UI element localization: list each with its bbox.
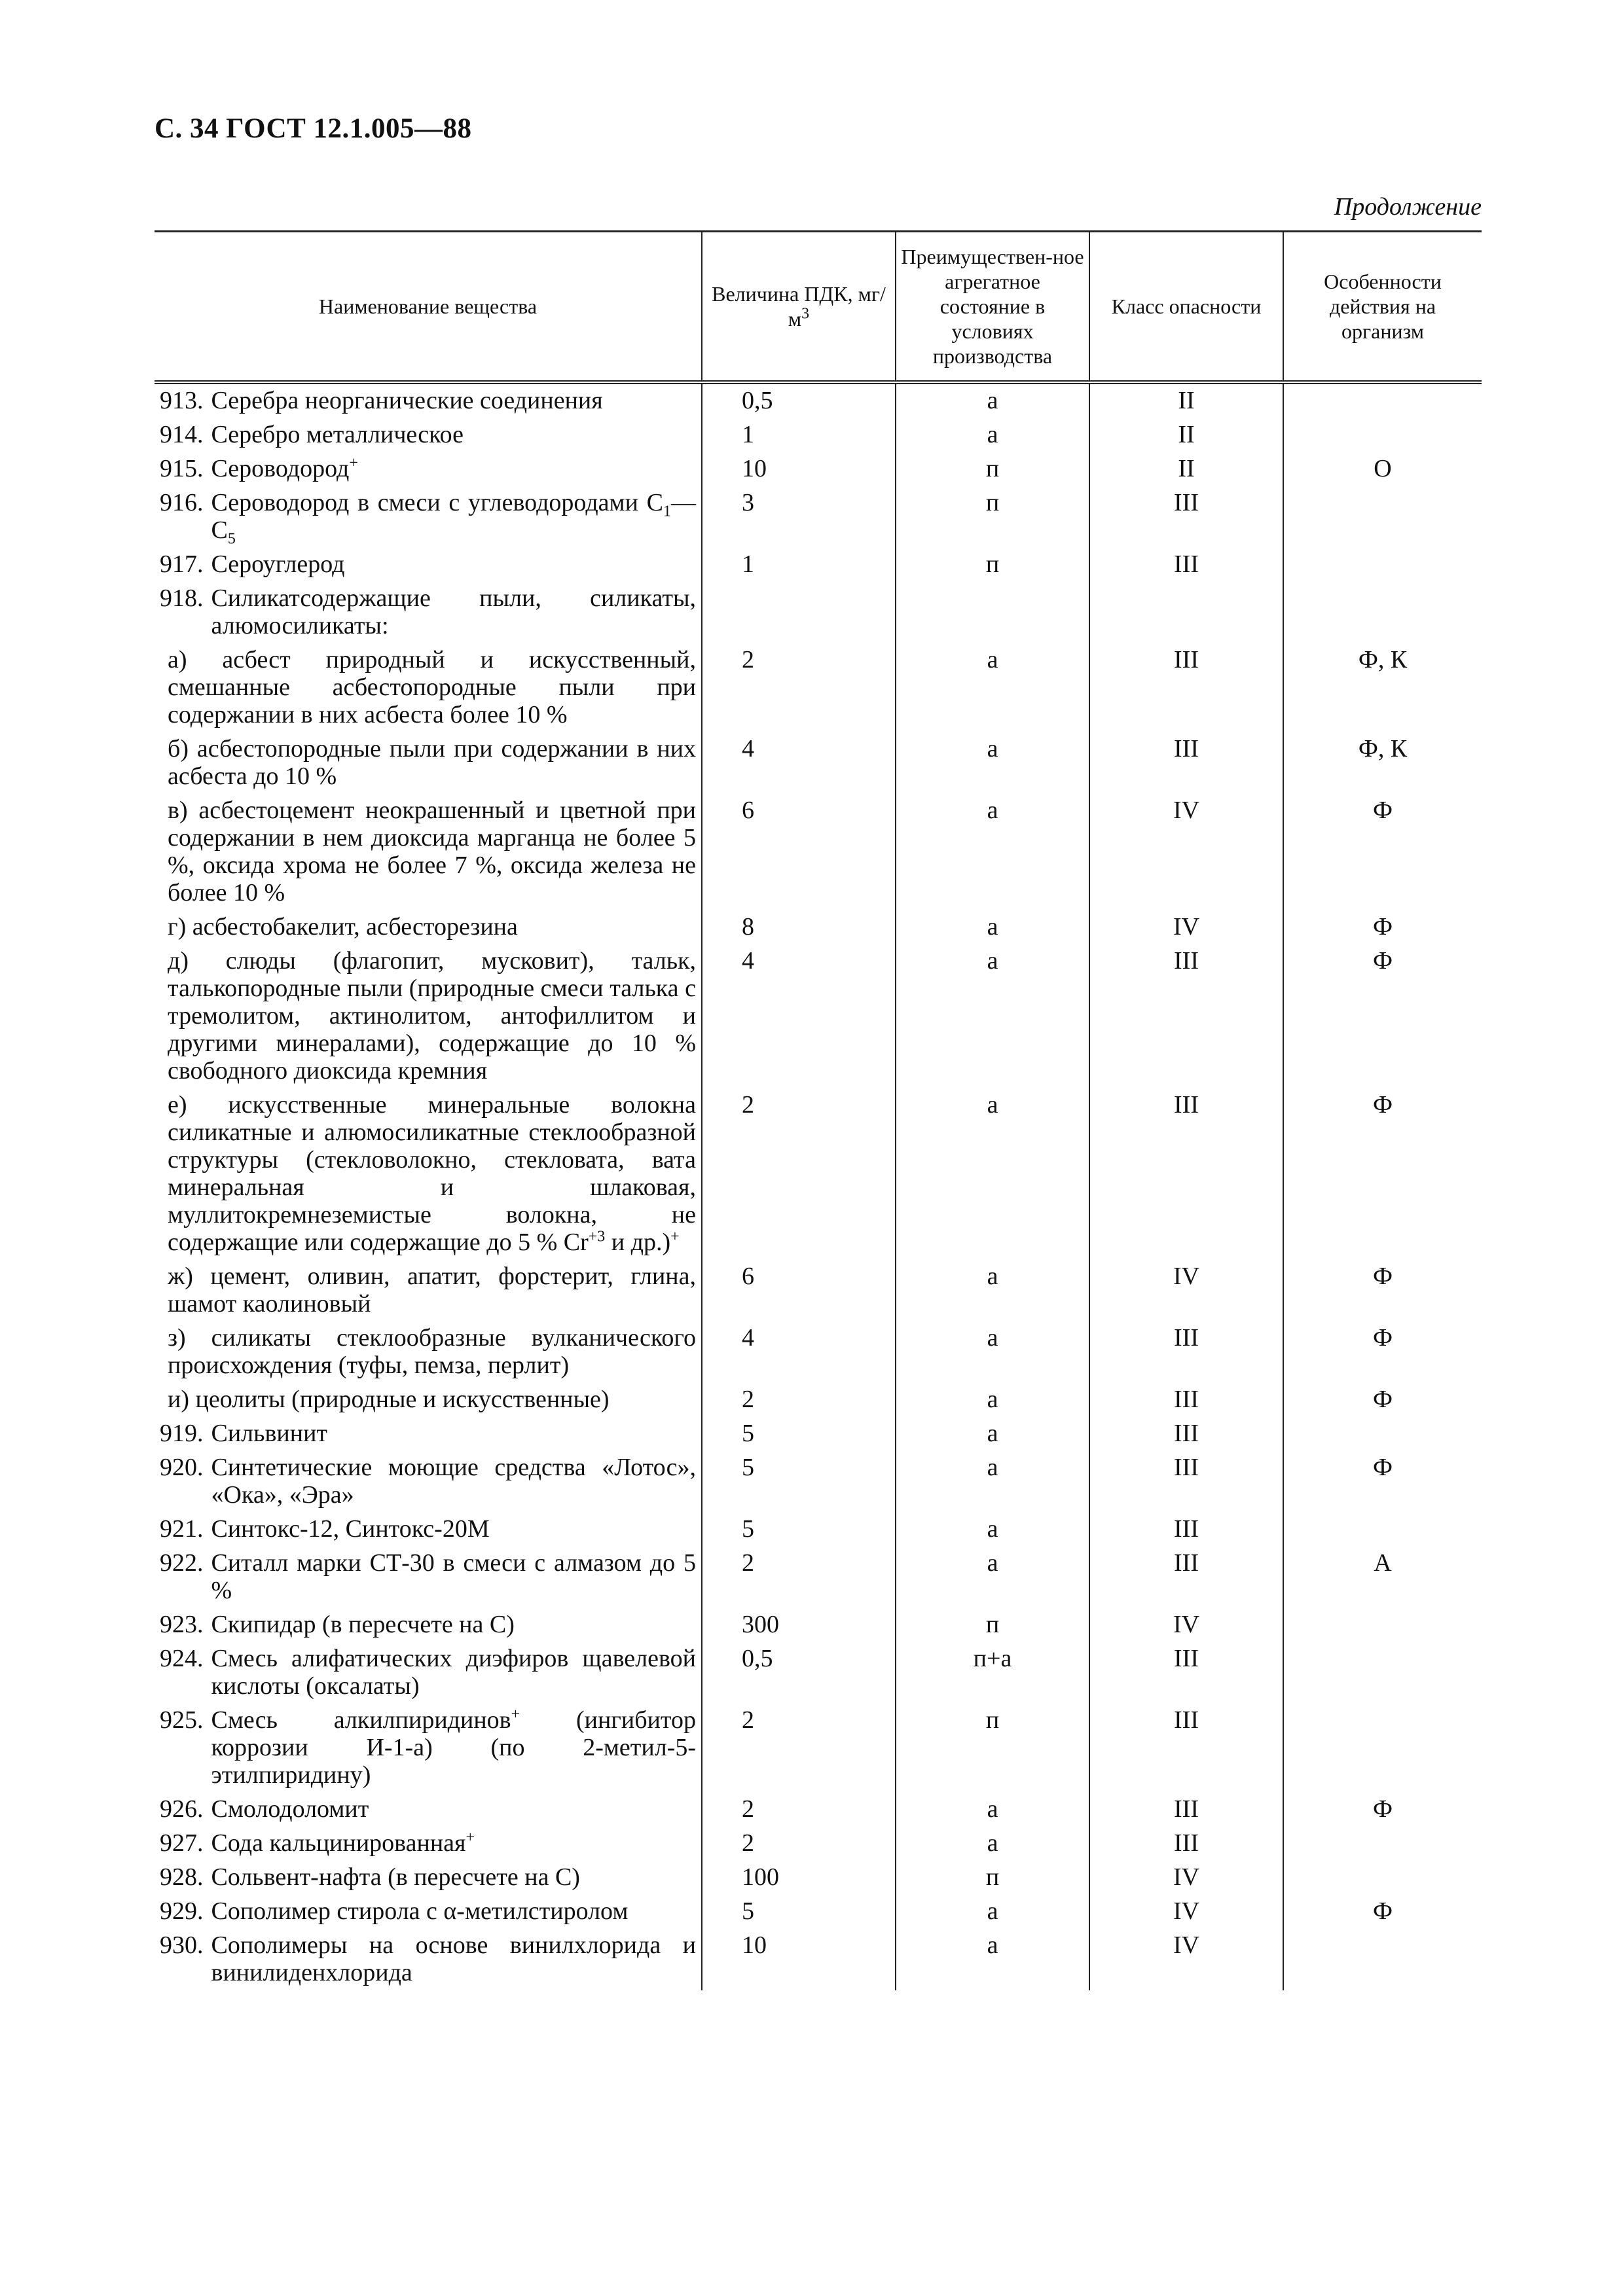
effects-cell: Ф [1283, 1383, 1482, 1417]
subitem-name-text [160, 1386, 696, 1413]
effects-cell [1283, 1513, 1482, 1547]
name-text: д) слюды (флагопит, мусковит), тальк, талькопородные пыли (природные смеси талька с тремолитом, актинолитом, антофиллитом и другими минералами), содержащие до 10 % свободного диоксида кремния [168, 947, 696, 1085]
table-row [155, 1260, 1482, 1321]
name-text: б) асбестопородные пыли при содержании в них асбеста до 10 % [168, 735, 696, 790]
name-text: Сильвинит [211, 1420, 328, 1447]
table-row [155, 1608, 1482, 1642]
pdk-value-cell: 8 [702, 910, 896, 944]
pdk-value-cell: 2 [702, 1827, 896, 1861]
subitem-name-text [160, 1324, 696, 1379]
entry-number: 928. [160, 1863, 204, 1891]
pdk-value-cell: 300 [702, 1608, 896, 1642]
name-text: Серебра неорганические соединения [211, 387, 603, 414]
hazard-class-cell: IV [1089, 1895, 1283, 1929]
substance-name-cell [155, 1861, 702, 1895]
effects-cell: Ф, К [1283, 732, 1482, 794]
pdk-value-cell: 2 [702, 1793, 896, 1827]
pdk-value-cell: 6 [702, 1260, 896, 1321]
name-text: Сополимер стирола с α-метилстиролом [211, 1897, 629, 1925]
name-text: Ситалл марки СТ-30 в смеси с алмазом до 5 % [211, 1549, 696, 1604]
entry-name-text [211, 387, 697, 414]
state-cell: п [896, 486, 1089, 548]
state-cell: а [896, 910, 1089, 944]
entry-number: 917. [160, 550, 204, 578]
name-text: Смесь алкилпиридинов [211, 1706, 511, 1734]
subitem-name-text [160, 947, 696, 1085]
effects-cell: Ф, К [1283, 643, 1482, 732]
numbered-entry [160, 1420, 696, 1447]
entry-number: 930. [160, 1931, 204, 1959]
entry-name-text [211, 584, 697, 639]
substance-name-cell [155, 486, 702, 548]
pdk-value-cell: 10 [702, 452, 896, 486]
state-cell: а [896, 643, 1089, 732]
hazard-class-cell: III [1089, 1704, 1283, 1793]
effects-cell [1283, 382, 1482, 418]
pdk-value-cell: 2 [702, 1088, 896, 1260]
table-header-row [155, 232, 1482, 383]
substance-name-cell [155, 1827, 702, 1861]
pdk-value-cell: 2 [702, 1547, 896, 1608]
state-cell: а [896, 1260, 1089, 1321]
substance-name-cell [155, 1929, 702, 1990]
hazard-class-cell: II [1089, 452, 1283, 486]
substance-name-cell [155, 1451, 702, 1513]
table-row [155, 1861, 1482, 1895]
subitem-name-text [160, 1263, 696, 1318]
hazard-class-cell: III [1089, 732, 1283, 794]
substance-name-cell [155, 944, 702, 1088]
effects-cell: О [1283, 452, 1482, 486]
entry-number: 927. [160, 1829, 204, 1857]
name-text: Сероводород [211, 455, 350, 482]
entry-number: 923. [160, 1611, 204, 1638]
table-row [155, 1451, 1482, 1513]
state-cell: а [896, 1088, 1089, 1260]
substance-name-cell [155, 1260, 702, 1321]
substance-name-cell [155, 582, 702, 643]
table-row [155, 382, 1482, 418]
state-cell: п [896, 1704, 1089, 1793]
effects-cell [1283, 1417, 1482, 1451]
numbered-entry [160, 1931, 696, 1986]
numbered-entry [160, 1795, 696, 1823]
superscript: +3 [588, 1228, 606, 1246]
state-cell: а [896, 1513, 1089, 1547]
name-text: Серебро металлическое [211, 421, 464, 448]
entry-name-text [211, 1420, 697, 1447]
effects-cell: Ф [1283, 794, 1482, 910]
effects-cell: Ф [1283, 1088, 1482, 1260]
hazard-class-cell [1089, 582, 1283, 643]
substance-name-cell [155, 643, 702, 732]
table-row [155, 1321, 1482, 1383]
entry-number: 919. [160, 1420, 204, 1447]
numbered-entry [160, 387, 696, 414]
entry-name-text [211, 1549, 697, 1604]
substance-name-cell [155, 1088, 702, 1260]
entry-number: 924. [160, 1645, 204, 1672]
hazard-class-cell: III [1089, 1383, 1283, 1417]
entry-name-text [211, 550, 697, 578]
pdk-value-cell: 0,5 [702, 1642, 896, 1704]
effects-cell [1283, 1827, 1482, 1861]
table-row [155, 1929, 1482, 1990]
substance-name-cell [155, 1642, 702, 1704]
state-cell: а [896, 1451, 1089, 1513]
entry-number: 914. [160, 421, 204, 448]
numbered-entry [160, 455, 696, 482]
table-row [155, 1383, 1482, 1417]
pdk-value-cell [702, 582, 896, 643]
entry-name-text [211, 1706, 697, 1789]
effects-cell [1283, 1704, 1482, 1793]
entry-number: 916. [160, 489, 204, 516]
state-cell: а [896, 382, 1089, 418]
state-cell: а [896, 418, 1089, 452]
superscript: + [349, 454, 358, 472]
substance-name-cell [155, 732, 702, 794]
entry-name-text [211, 455, 697, 482]
table-row [155, 794, 1482, 910]
name-text-tail: и др.) [605, 1229, 671, 1256]
effects-cell: Ф [1283, 1260, 1482, 1321]
state-cell: а [896, 1929, 1089, 1990]
effects-cell [1283, 1608, 1482, 1642]
state-cell: а [896, 1793, 1089, 1827]
state-cell: а [896, 1321, 1089, 1383]
table-row [155, 1895, 1482, 1929]
hazard-class-cell: III [1089, 1088, 1283, 1260]
entry-name-text [211, 1645, 697, 1700]
entry-name-text [211, 1931, 697, 1986]
pdk-value-cell: 0,5 [702, 382, 896, 418]
subitem-name-text [160, 735, 696, 790]
effects-cell [1283, 1861, 1482, 1895]
table-row [155, 418, 1482, 452]
hazard-class-cell: III [1089, 643, 1283, 732]
hazard-class-cell: II [1089, 418, 1283, 452]
entry-name-text [211, 1795, 697, 1823]
pdk-value-cell: 5 [702, 1513, 896, 1547]
entry-number: 920. [160, 1454, 204, 1481]
table-row [155, 643, 1482, 732]
pdk-value-cell: 4 [702, 944, 896, 1088]
substances-table [155, 230, 1482, 1990]
entry-name-text [211, 1611, 697, 1638]
subitem-name-text [160, 913, 696, 941]
state-cell: а [896, 1547, 1089, 1608]
name-text: Смесь алифатических диэфиров щавелевой кислоты (оксалаты) [211, 1645, 696, 1700]
hazard-class-cell: II [1089, 382, 1283, 418]
hazard-class-cell: III [1089, 1547, 1283, 1608]
substance-name-cell [155, 1383, 702, 1417]
name-text: Сероводород в смеси с углеводородами С [211, 489, 663, 516]
pdk-value-cell: 1 [702, 548, 896, 582]
name-text: Сероуглерод [211, 550, 345, 578]
hazard-class-cell: IV [1089, 1861, 1283, 1895]
entry-name-text [211, 421, 697, 448]
pdk-value-cell: 100 [702, 1861, 896, 1895]
entry-name-text [211, 1897, 697, 1925]
col-header-class: Класс опасности [1089, 232, 1283, 383]
effects-cell [1283, 548, 1482, 582]
name-text: Сода кальцинированная [211, 1829, 466, 1857]
table-row [155, 732, 1482, 794]
substance-name-cell [155, 1513, 702, 1547]
hazard-class-cell: III [1089, 1451, 1283, 1513]
substance-name-cell [155, 1608, 702, 1642]
superscript: + [670, 1228, 680, 1246]
numbered-entry [160, 550, 696, 578]
hazard-class-cell: III [1089, 1827, 1283, 1861]
hazard-class-cell: III [1089, 1321, 1283, 1383]
entry-number: 929. [160, 1897, 204, 1925]
numbered-entry [160, 1897, 696, 1925]
name-text: Синтетические моющие средства «Лотос», «Ока», «Эра» [211, 1454, 696, 1509]
subscript: 1 [663, 503, 671, 520]
name-text: в) асбестоцемент неокрашенный и цветной при содержании в нем диоксида марганца не более 5 %, оксида хрома не более 7 %, оксида железа не более 10 % [168, 797, 696, 906]
numbered-entry [160, 1454, 696, 1509]
state-cell: п [896, 452, 1089, 486]
entry-number: 921. [160, 1515, 204, 1543]
name-text: Силикатсодержащие пыли, силикаты, алюмосиликаты: [211, 584, 696, 639]
substance-name-cell [155, 1704, 702, 1793]
name-text: и) цеолиты (природные и искусственные) [168, 1386, 610, 1413]
entry-number: 925. [160, 1706, 204, 1734]
page-header: С. 34 ГОСТ 12.1.005—88 [155, 113, 472, 144]
table-row [155, 944, 1482, 1088]
effects-cell: Ф [1283, 1793, 1482, 1827]
hazard-class-cell: III [1089, 486, 1283, 548]
pdk-value-cell: 4 [702, 732, 896, 794]
state-cell: а [896, 1383, 1089, 1417]
subitem-name-text [160, 1091, 696, 1256]
substance-name-cell [155, 1321, 702, 1383]
effects-cell [1283, 1929, 1482, 1990]
entry-number: 913. [160, 387, 204, 414]
name-text: Скипидар (в пересчете на С) [211, 1611, 515, 1638]
state-cell: а [896, 1827, 1089, 1861]
numbered-entry [160, 489, 696, 548]
state-cell: а [896, 944, 1089, 1088]
name-text: а) асбест природный и искусственный, смешанные асбестопородные пыли при содержании в них асбеста более 10 % [168, 646, 696, 728]
pdk-value-cell: 5 [702, 1895, 896, 1929]
name-text: Сополимеры на основе винилхлорида и винилиденхлорида [211, 1931, 696, 1986]
table-row [155, 452, 1482, 486]
numbered-entry [160, 1645, 696, 1700]
continuation-label: Продолжение [1334, 193, 1482, 221]
state-cell: а [896, 1417, 1089, 1451]
effects-cell: Ф [1283, 910, 1482, 944]
substance-name-cell [155, 910, 702, 944]
superscript: + [511, 1706, 520, 1723]
pdk-value-cell: 2 [702, 643, 896, 732]
hazard-class-cell: IV [1089, 1260, 1283, 1321]
substance-name-cell [155, 452, 702, 486]
superscript: + [465, 1829, 475, 1846]
numbered-entry [160, 584, 696, 639]
effects-cell [1283, 486, 1482, 548]
table-row [155, 1642, 1482, 1704]
hazard-class-cell: IV [1089, 794, 1283, 910]
state-cell: а [896, 1895, 1089, 1929]
substance-name-cell [155, 794, 702, 910]
pdk-value-cell: 2 [702, 1383, 896, 1417]
substance-name-cell [155, 1417, 702, 1451]
table-row [155, 1547, 1482, 1608]
effects-cell: Ф [1283, 1451, 1482, 1513]
substance-name-cell [155, 382, 702, 418]
subitem-name-text [160, 646, 696, 728]
numbered-entry [160, 1706, 696, 1789]
entry-number: 926. [160, 1795, 204, 1823]
numbered-entry [160, 421, 696, 448]
name-text: ж) цемент, оливин, апатит, форстерит, глина, шамот каолиновый [168, 1263, 696, 1318]
hazard-class-cell: IV [1089, 910, 1283, 944]
effects-cell: Ф [1283, 1895, 1482, 1929]
pdk-header-text: Величина ПДК, мг/м [712, 282, 886, 331]
table-row [155, 486, 1482, 548]
state-cell: а [896, 794, 1089, 910]
pdk-value-cell: 1 [702, 418, 896, 452]
pdk-value-cell: 3 [702, 486, 896, 548]
table-row [155, 1088, 1482, 1260]
effects-cell: А [1283, 1547, 1482, 1608]
col-header-name: Наименование вещества [155, 232, 702, 383]
hazard-class-cell: III [1089, 1417, 1283, 1451]
effects-cell: Ф [1283, 944, 1482, 1088]
entry-name-text [211, 1454, 697, 1509]
hazard-class-cell: III [1089, 1513, 1283, 1547]
effects-cell: Ф [1283, 1321, 1482, 1383]
entry-name-text [211, 1863, 697, 1891]
substance-name-cell [155, 418, 702, 452]
col-header-pdk [702, 232, 896, 383]
col-header-effects: Особенности действия на организм [1283, 232, 1482, 383]
subscript: 5 [227, 530, 236, 548]
hazard-class-cell: III [1089, 1793, 1283, 1827]
table-row [155, 1704, 1482, 1793]
pdk-value-cell: 5 [702, 1451, 896, 1513]
table-row [155, 1417, 1482, 1451]
effects-cell [1283, 582, 1482, 643]
state-cell [896, 582, 1089, 643]
entry-number: 918. [160, 584, 204, 612]
numbered-entry [160, 1515, 696, 1543]
hazard-class-cell: III [1089, 548, 1283, 582]
table-row [155, 1827, 1482, 1861]
name-text: з) силикаты стеклообразные вулканического происхождения (туфы, пемза, перлит) [168, 1324, 696, 1379]
subitem-name-text [160, 797, 696, 906]
name-text: Сольвент-нафта (в пересчете на С) [211, 1863, 580, 1891]
state-cell: п+а [896, 1642, 1089, 1704]
state-cell: а [896, 732, 1089, 794]
substance-name-cell [155, 1895, 702, 1929]
numbered-entry [160, 1549, 696, 1604]
name-text-tail: (ингибитор коррозии И-1-а) (по 2-метил-5-этилпиридину) [211, 1706, 696, 1789]
state-cell: п [896, 548, 1089, 582]
table-row [155, 582, 1482, 643]
table-row [155, 1513, 1482, 1547]
col-header-state: Преимуществен-ное агрегатное состояние в условиях производства [896, 232, 1089, 383]
table-row [155, 548, 1482, 582]
name-text-continued: —С [211, 489, 696, 544]
entry-number: 915. [160, 455, 204, 482]
name-text: е) искусственные минеральные волокна силикатные и алюмосиликатные стеклообразной структуры (стекловолокно, стекловата, вата минеральная и шлаковая, муллитокремнеземистые волокна, не содержащие или содержащие до 5 % Сr [168, 1091, 696, 1256]
substance-name-cell [155, 548, 702, 582]
numbered-entry [160, 1611, 696, 1638]
name-text: Синтокс-12, Синтокс-20М [211, 1515, 490, 1543]
entry-number: 922. [160, 1549, 204, 1577]
name-text: г) асбестобакелит, асбесторезина [168, 913, 518, 941]
pdk-value-cell: 10 [702, 1929, 896, 1990]
pdk-header-sup: 3 [801, 305, 810, 323]
pdk-value-cell: 5 [702, 1417, 896, 1451]
effects-cell [1283, 1642, 1482, 1704]
pdk-value-cell: 6 [702, 794, 896, 910]
name-text: Смолодоломит [211, 1795, 369, 1823]
substance-name-cell [155, 1547, 702, 1608]
table-row [155, 1793, 1482, 1827]
numbered-entry [160, 1829, 696, 1857]
pdk-value-cell: 2 [702, 1704, 896, 1793]
effects-cell [1283, 418, 1482, 452]
entry-name-text [211, 1515, 697, 1543]
state-cell: п [896, 1608, 1089, 1642]
substance-name-cell [155, 1793, 702, 1827]
hazard-class-cell: III [1089, 1642, 1283, 1704]
table-row [155, 910, 1482, 944]
hazard-class-cell: IV [1089, 1608, 1283, 1642]
numbered-entry [160, 1863, 696, 1891]
state-cell: п [896, 1861, 1089, 1895]
entry-name-text [211, 1829, 697, 1857]
entry-name-text [211, 489, 697, 548]
hazard-class-cell: IV [1089, 1929, 1283, 1990]
pdk-value-cell: 4 [702, 1321, 896, 1383]
hazard-class-cell: III [1089, 944, 1283, 1088]
